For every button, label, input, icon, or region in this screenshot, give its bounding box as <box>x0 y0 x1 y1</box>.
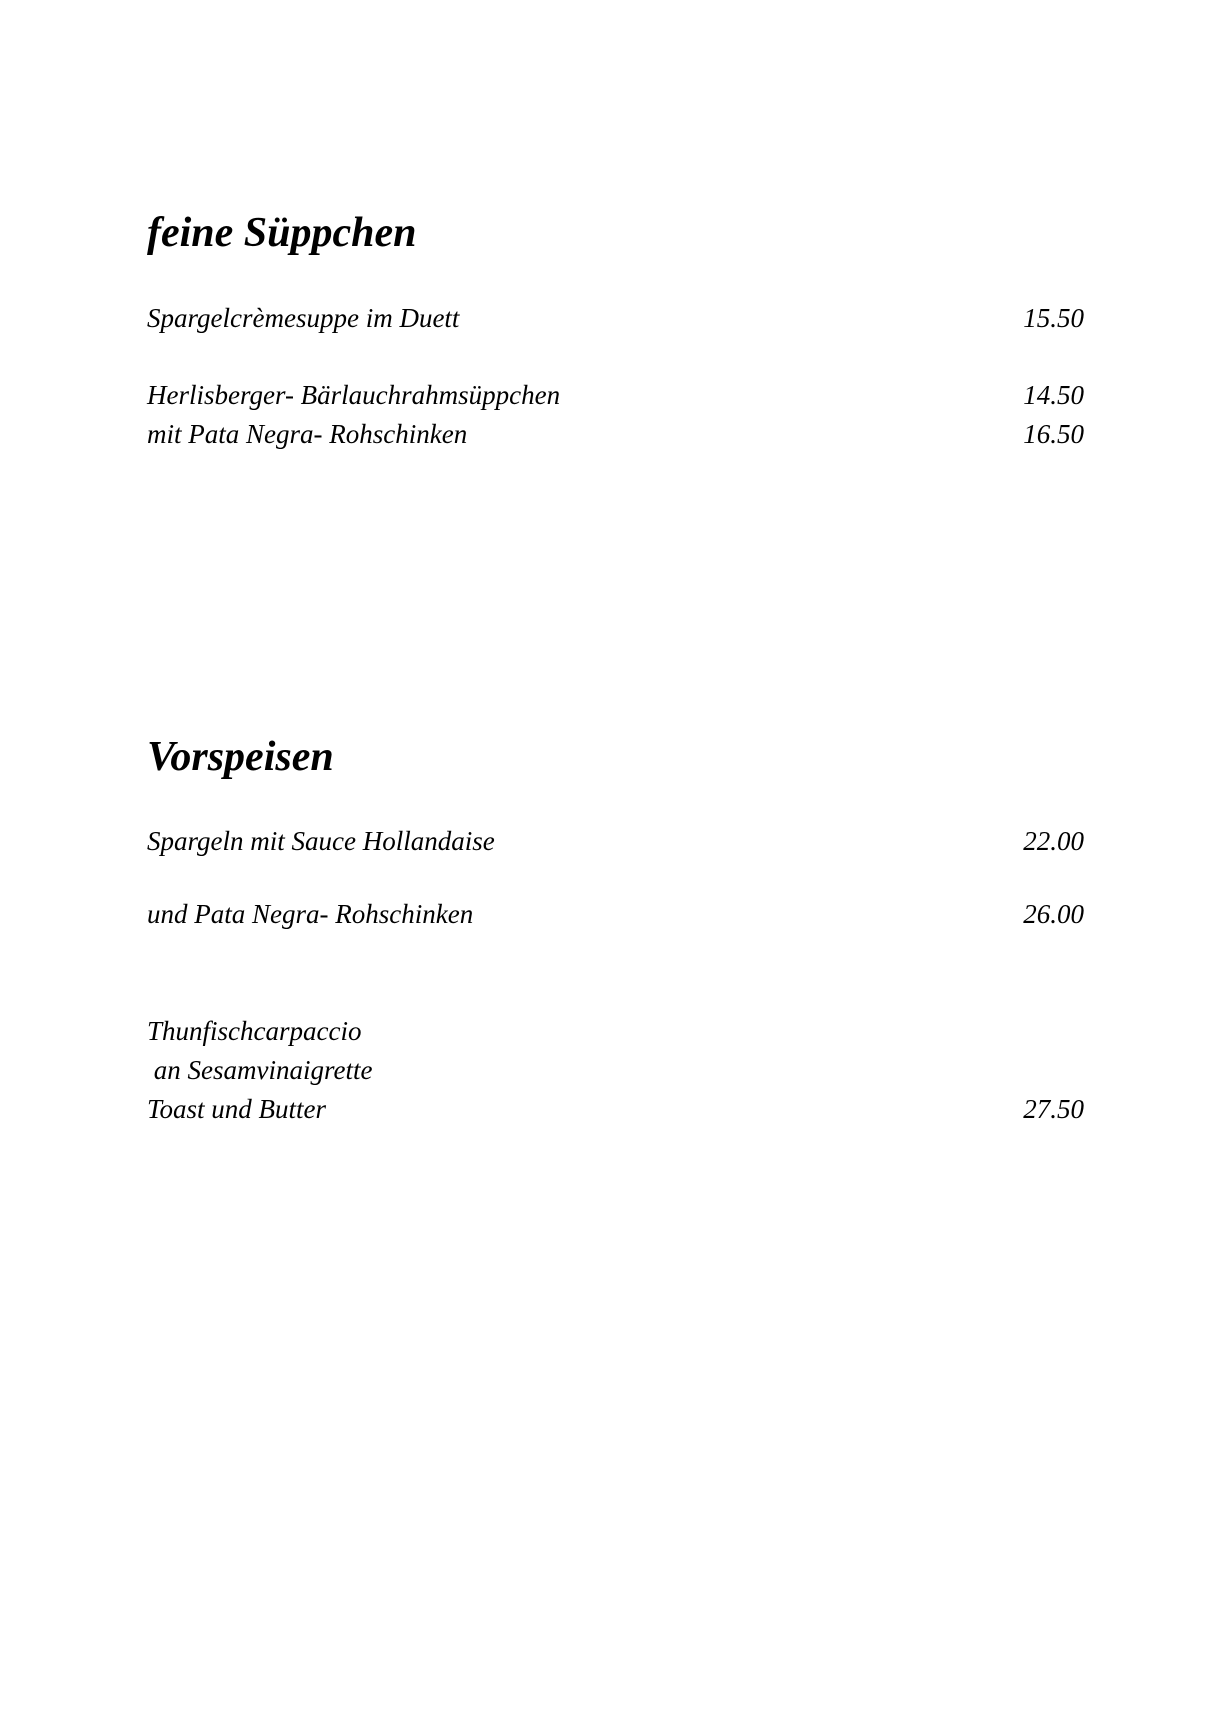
menu-item-asparagus-ham <box>147 897 1084 931</box>
section-title-starters: Vorspeisen <box>147 734 334 780</box>
item-price: 26.00 <box>1023 899 1084 929</box>
menu-item-wild-garlic-soup-ham <box>147 417 1084 451</box>
item-name: mit Pata Negra- Rohschinken <box>147 419 468 449</box>
item-price: 27.50 <box>1023 1094 1084 1124</box>
item-name: Thunfischcarpaccio <box>147 1016 362 1046</box>
menu-item-asparagus-hollandaise <box>147 824 1084 858</box>
menu-item-tuna-toast <box>147 1092 1084 1126</box>
item-name: Herlisberger- Bärlauchrahmsüppchen <box>147 380 561 410</box>
item-name: Spargelcrèmesuppe im Duett <box>147 303 460 333</box>
item-price: 15.50 <box>1023 303 1084 333</box>
item-price: 14.50 <box>1023 380 1084 410</box>
menu-item-tuna-vinaigrette <box>147 1053 1084 1087</box>
item-name: und Pata Negra- Rohschinken <box>147 899 474 929</box>
menu-item-wild-garlic-soup <box>147 378 1084 412</box>
item-name: Toast und Butter <box>147 1094 327 1124</box>
item-price: 16.50 <box>1023 419 1084 449</box>
item-name: Spargeln mit Sauce Hollandaise <box>147 826 495 856</box>
section-title-soups: feine Süppchen <box>147 210 417 256</box>
menu-item-tuna-carpaccio <box>147 1014 1084 1048</box>
item-name: an Sesamvinaigrette <box>147 1055 373 1085</box>
item-price: 22.00 <box>1023 826 1084 856</box>
menu-item-asparagus-soup <box>147 301 1084 335</box>
